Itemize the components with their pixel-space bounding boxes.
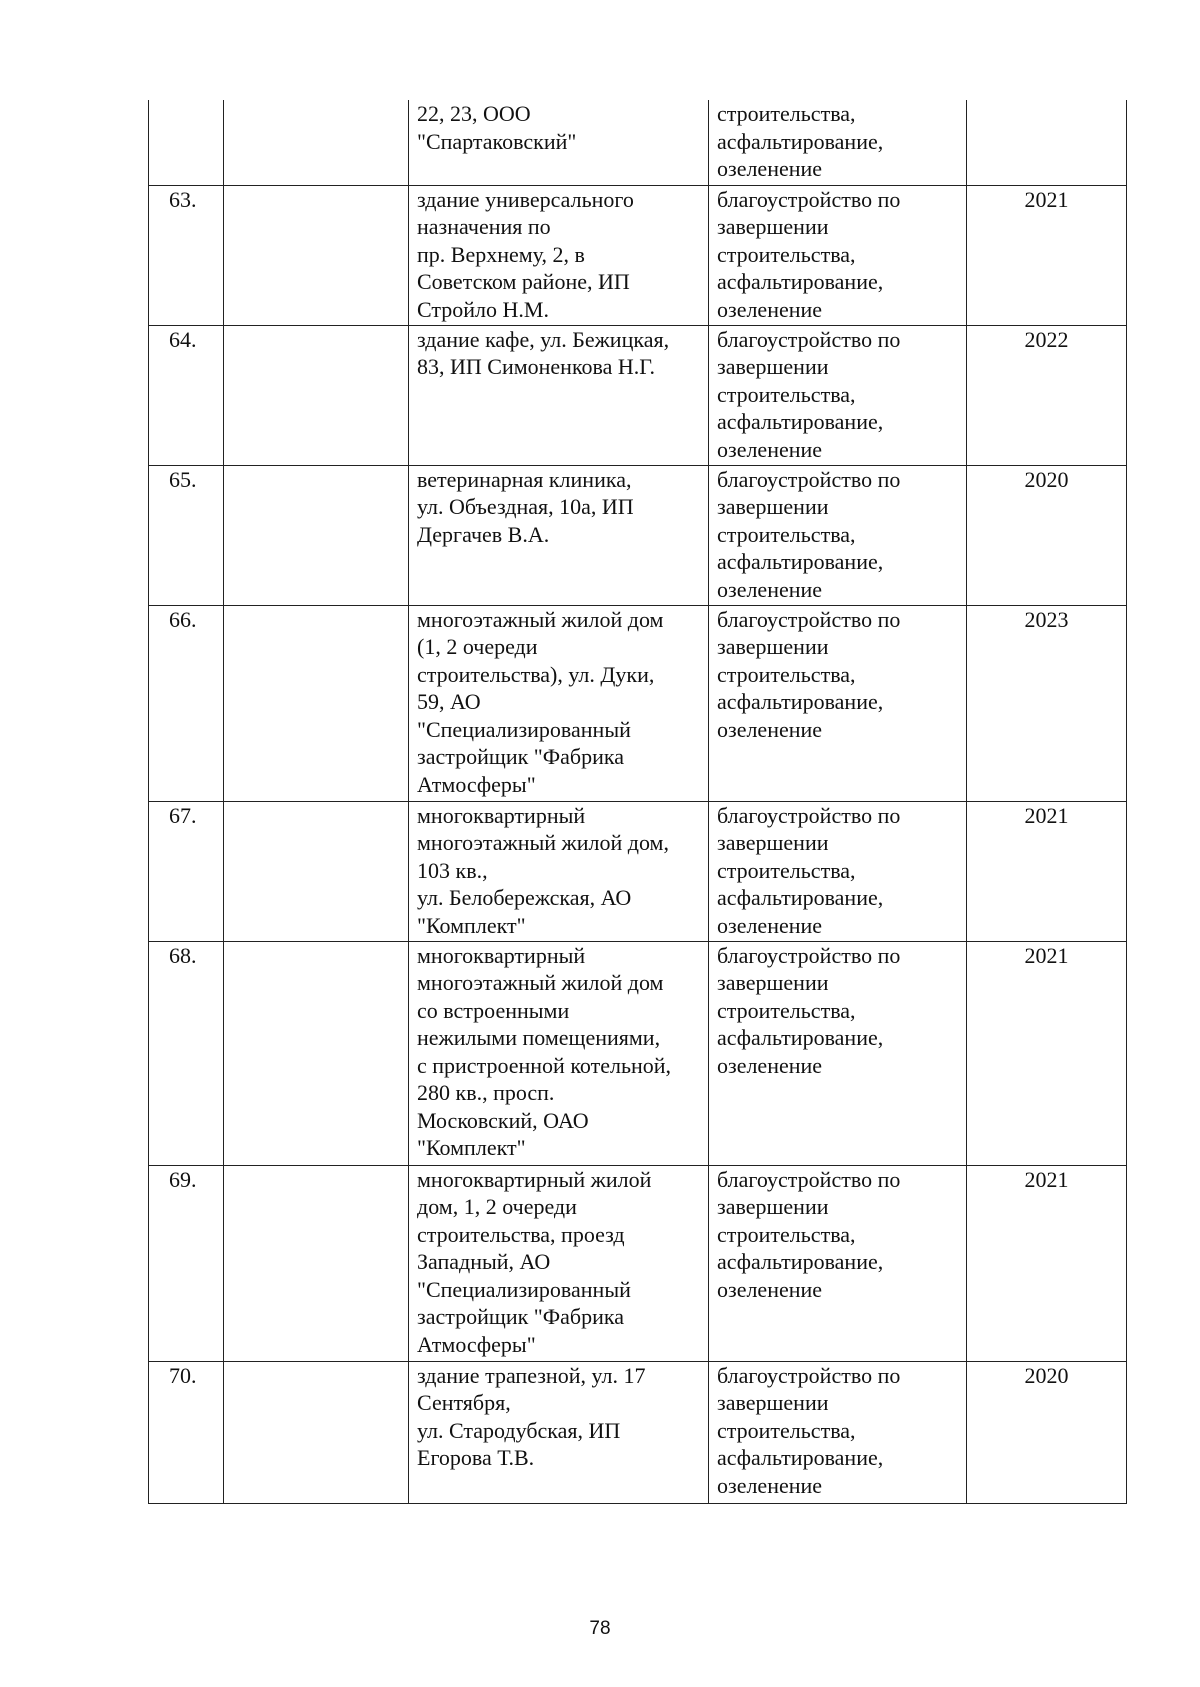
empty-cell bbox=[224, 941, 409, 1165]
work-description: благоустройство по завершении строительства, асфальтирование, озеленение bbox=[709, 465, 967, 605]
object-description: здание трапезной, ул. 17 Сентября, ул. Стародубская, ИП Егорова Т.В. bbox=[409, 1361, 709, 1503]
empty-cell bbox=[224, 1165, 409, 1361]
object-description: ветеринарная клиника, ул. Объездная, 10а, ИП Дергачев В.А. bbox=[409, 465, 709, 605]
year-cell: 2021 bbox=[967, 801, 1127, 941]
empty-cell bbox=[224, 100, 409, 185]
table-row bbox=[149, 465, 1127, 605]
table-row bbox=[149, 1361, 1127, 1503]
object-description: многоквартирный жилой дом, 1, 2 очереди строительства, проезд Западный, АО "Специализированный застройщик "Фабрика Атмосферы" bbox=[409, 1165, 709, 1361]
year-cell: 2020 bbox=[967, 1361, 1127, 1503]
row-number: 66. bbox=[149, 605, 224, 801]
object-description: 22, 23, ООО "Спартаковский" bbox=[409, 100, 709, 185]
empty-cell bbox=[224, 1361, 409, 1503]
row-number: 69. bbox=[149, 1165, 224, 1361]
year-cell: 2021 bbox=[967, 185, 1127, 325]
table-row bbox=[149, 801, 1127, 941]
object-description: многоквартирный многоэтажный жилой дом со встроенными нежилыми помещениями, с пристроенной котельной, 280 кв., просп. Московский, ОАО "Комплект" bbox=[409, 941, 709, 1165]
work-description: благоустройство по завершении строительства, асфальтирование, озеленение bbox=[709, 325, 967, 465]
table-row bbox=[149, 1165, 1127, 1361]
table-row bbox=[149, 605, 1127, 801]
year-cell: 2020 bbox=[967, 465, 1127, 605]
object-description: здание универсального назначения по пр. Верхнему, 2, в Советском районе, ИП Стройло Н.М. bbox=[409, 185, 709, 325]
table-row bbox=[149, 185, 1127, 325]
row-number: 65. bbox=[149, 465, 224, 605]
row-number bbox=[149, 100, 224, 185]
row-number: 70. bbox=[149, 1361, 224, 1503]
work-description: строительства, асфальтирование, озеленение bbox=[709, 100, 967, 185]
empty-cell bbox=[224, 465, 409, 605]
year-cell: 2022 bbox=[967, 325, 1127, 465]
objects-table bbox=[148, 100, 1127, 1504]
table-row bbox=[149, 941, 1127, 1165]
year-cell: 2021 bbox=[967, 1165, 1127, 1361]
row-number: 64. bbox=[149, 325, 224, 465]
year-cell: 2023 bbox=[967, 605, 1127, 801]
work-description: благоустройство по завершении строительства, асфальтирование, озеленение bbox=[709, 801, 967, 941]
empty-cell bbox=[224, 185, 409, 325]
work-description: благоустройство по завершении строительства, асфальтирование, озеленение bbox=[709, 941, 967, 1165]
page-number: 78 bbox=[589, 1618, 611, 1639]
object-description: многоэтажный жилой дом (1, 2 очереди строительства), ул. Дуки, 59, АО "Специализированный застройщик "Фабрика Атмосферы" bbox=[409, 605, 709, 801]
work-description: благоустройство по завершении строительства, асфальтирование, озеленение bbox=[709, 605, 967, 801]
table-row bbox=[149, 325, 1127, 465]
object-description: многоквартирный многоэтажный жилой дом, 103 кв., ул. Белобережская, АО "Комплект" bbox=[409, 801, 709, 941]
empty-cell bbox=[224, 605, 409, 801]
row-number: 68. bbox=[149, 941, 224, 1165]
work-description: благоустройство по завершении строительства, асфальтирование, озеленение bbox=[709, 1165, 967, 1361]
year-cell bbox=[967, 100, 1127, 185]
year-cell: 2021 bbox=[967, 941, 1127, 1165]
work-description: благоустройство по завершении строительства, асфальтирование, озеленение bbox=[709, 1361, 967, 1503]
object-description: здание кафе, ул. Бежицкая, 83, ИП Симоненкова Н.Г. bbox=[409, 325, 709, 465]
work-description: благоустройство по завершении строительства, асфальтирование, озеленение bbox=[709, 185, 967, 325]
row-number: 63. bbox=[149, 185, 224, 325]
empty-cell bbox=[224, 801, 409, 941]
row-number: 67. bbox=[149, 801, 224, 941]
empty-cell bbox=[224, 325, 409, 465]
table-row bbox=[149, 100, 1127, 185]
